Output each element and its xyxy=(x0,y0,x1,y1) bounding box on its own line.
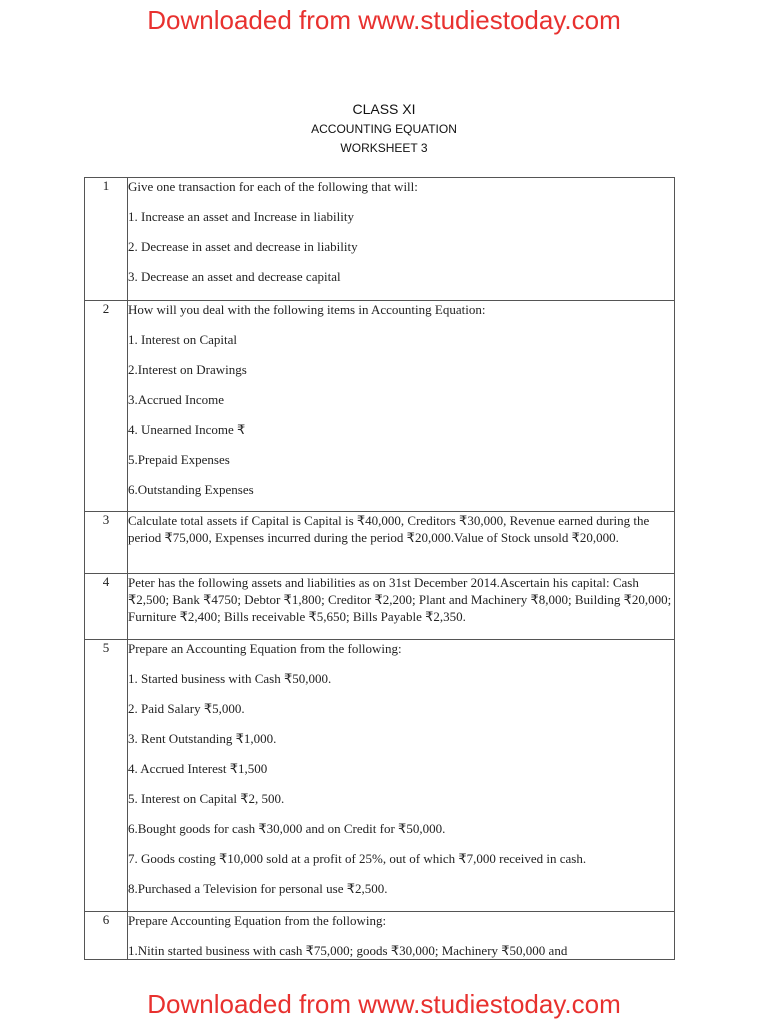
question-line: Prepare Accounting Equation from the following: xyxy=(128,913,387,928)
question-body xyxy=(128,178,675,301)
question-row-1 xyxy=(85,178,675,301)
question-row-5 xyxy=(85,640,675,912)
question-number: 6 xyxy=(85,912,128,960)
question-line: 2.Interest on Drawings xyxy=(128,362,247,377)
question-line: 4. Accrued Interest ₹1,500 xyxy=(128,761,268,776)
question-text: Peter has the following assets and liabilities as on 31st December 2014.Ascertain his capital: Cash ₹2,500; Bank ₹4750; Debtor ₹1,800; Creditor ₹2,200; Plant and Machinery ₹8,000; Building ₹20,000; Furniture ₹2,400; Bills receivable ₹5,650; Bills Payable ₹2,350. xyxy=(128,574,675,640)
question-line: Give one transaction for each of the following that will: xyxy=(128,179,418,194)
question-body xyxy=(128,912,675,960)
question-line: Prepare an Accounting Equation from the following: xyxy=(128,641,402,656)
question-line: 4. Unearned Income ₹ xyxy=(128,422,246,437)
download-banner-bottom: Downloaded from www.studiestoday.com xyxy=(147,989,621,1019)
question-line: 3. Rent Outstanding ₹1,000. xyxy=(128,731,277,746)
worksheet-table xyxy=(84,177,675,960)
question-body xyxy=(128,640,675,912)
question-line: 8.Purchased a Television for personal use ₹2,500. xyxy=(128,881,388,896)
question-line: How will you deal with the following items in Accounting Equation: xyxy=(128,302,486,317)
question-number: 5 xyxy=(85,640,128,912)
question-line: 7. Goods costing ₹10,000 sold at a profit of 25%, out of which ₹7,000 received in cash. xyxy=(128,851,587,866)
subject-heading: ACCOUNTING EQUATION xyxy=(311,122,457,136)
question-line: 2. Paid Salary ₹5,000. xyxy=(128,701,245,716)
question-line: 3. Decrease an asset and decrease capital xyxy=(128,269,341,284)
question-row-6 xyxy=(85,912,675,960)
question-line: 1.Nitin started business with cash ₹75,000; goods ₹30,000; Machinery ₹50,000 and xyxy=(128,943,568,958)
download-banner-top: Downloaded from www.studiestoday.com xyxy=(147,5,621,35)
question-number: 1 xyxy=(85,178,128,301)
question-number: 2 xyxy=(85,301,128,512)
question-line: 3.Accrued Income xyxy=(128,392,225,407)
question-line: 2. Decrease in asset and decrease in liability xyxy=(128,239,358,254)
question-line: 6.Bought goods for cash ₹30,000 and on Credit for ₹50,000. xyxy=(128,821,446,836)
question-line: 5. Interest on Capital ₹2, 500. xyxy=(128,791,285,806)
question-line: 5.Prepaid Expenses xyxy=(128,452,230,467)
class-heading: CLASS XI xyxy=(352,101,416,117)
question-body xyxy=(128,301,675,512)
question-number: 3 xyxy=(85,512,128,574)
question-text: Calculate total assets if Capital is Capital is ₹40,000, Creditors ₹30,000, Revenue earned during the period ₹75,000, Expenses incurred during the period ₹20,000.Value of Stock unsold ₹20,000. xyxy=(128,512,675,574)
question-row-2 xyxy=(85,301,675,512)
question-row-4 xyxy=(85,574,675,640)
question-number: 4 xyxy=(85,574,128,640)
question-line: 6.Outstanding Expenses xyxy=(128,482,254,497)
worksheet-heading: WORKSHEET 3 xyxy=(340,141,428,155)
question-line: 1. Increase an asset and Increase in liability xyxy=(128,209,354,224)
question-row-3 xyxy=(85,512,675,574)
question-line: 1. Interest on Capital xyxy=(128,332,238,347)
question-line: 1. Started business with Cash ₹50,000. xyxy=(128,671,332,686)
